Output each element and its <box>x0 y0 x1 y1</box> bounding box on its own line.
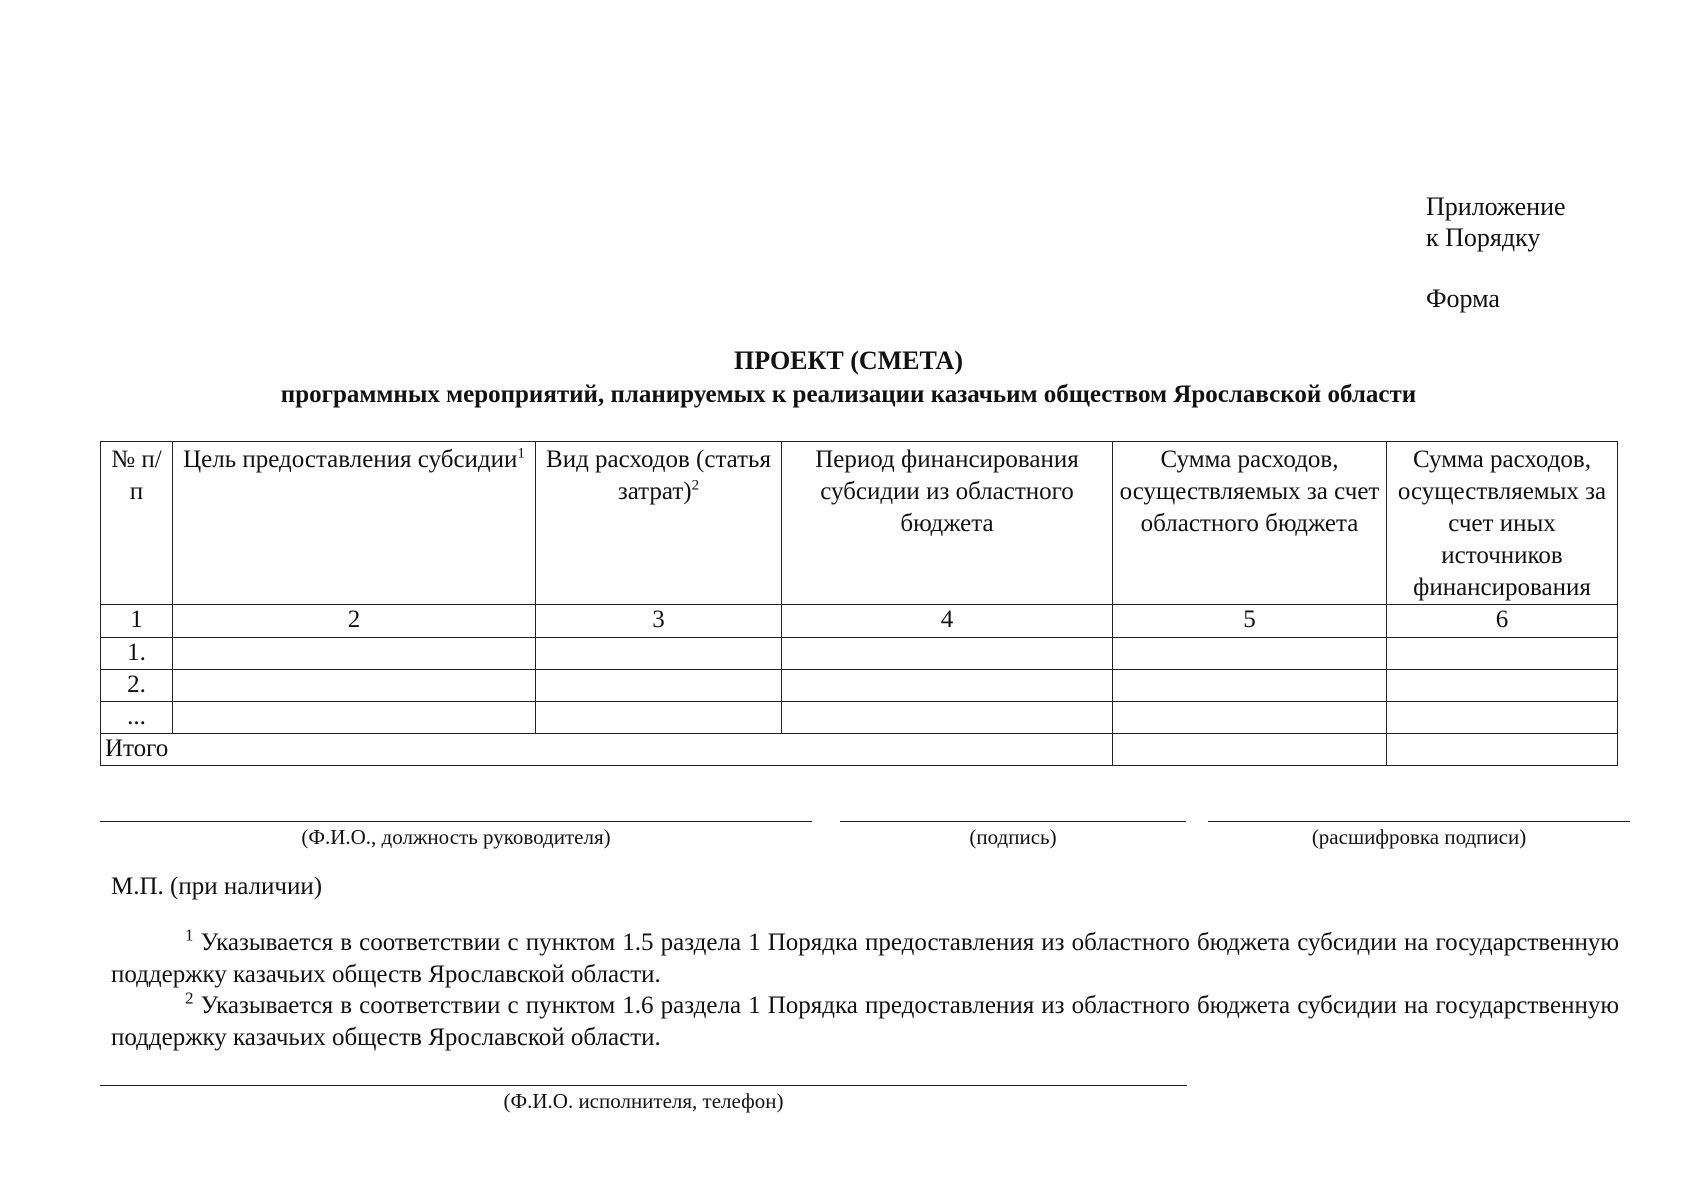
decode-signature-line <box>1208 821 1630 822</box>
header-col-regional-budget: Сумма расходов, осуществляемых за счет областного бюджета <box>1113 442 1387 605</box>
column-number: 5 <box>1113 605 1387 638</box>
table-row <box>101 702 1618 734</box>
executor-caption: (Ф.И.О. исполнителя, телефон) <box>503 1089 784 1113</box>
row-number: 1. <box>101 638 173 670</box>
header-col-number: № п/п <box>101 442 173 605</box>
annex-note <box>1426 191 1566 253</box>
total-regional-budget <box>1113 734 1387 766</box>
header-col-expense-type: Вид расходов (статья затрат)$^2$ <box>536 442 782 605</box>
document-subtitle: программных мероприятий, планируемых к реализации казачьим обществом Ярославской области <box>280 381 1417 408</box>
table-row <box>101 670 1618 702</box>
form-label: Форма <box>1426 284 1500 313</box>
stamp-note: М.П. (при наличии) <box>111 873 323 900</box>
table-cell <box>173 670 536 702</box>
table-cell <box>1113 702 1387 734</box>
table-cell <box>782 670 1113 702</box>
column-number: 6 <box>1387 605 1618 638</box>
table-cell <box>536 702 782 734</box>
column-numbers-row <box>101 605 1618 638</box>
decode-caption: (расшифровка подписи) <box>1311 825 1527 849</box>
column-number: 4 <box>782 605 1113 638</box>
header-col-period: Период финансирования субсидии из областного бюджета <box>782 442 1113 605</box>
footnote-text: Указывается в соответствии с пунктом 1.6 раздела 1 Порядка предоставления из областного бюджета субсидии на государственную поддержку казачьих обществ Ярославской области. <box>111 992 1619 1051</box>
signature-line <box>840 821 1186 822</box>
estimate-table <box>100 441 1618 766</box>
table-cell <box>1113 638 1387 670</box>
footnote-ref-2: 2 <box>691 477 700 494</box>
executor-line <box>100 1085 1187 1086</box>
table-cell <box>173 702 536 734</box>
header-col-other-sources: Сумма расходов, осуществляемых за счет иных источников финансирования <box>1387 442 1618 605</box>
row-number: 2. <box>101 670 173 702</box>
head-caption: (Ф.И.О., должность руководителя) <box>301 825 611 849</box>
row-number: ... <box>101 702 173 734</box>
total-label: Итого <box>101 734 1113 766</box>
annex-line-1: Приложение <box>1426 192 1566 221</box>
footnote-mark: 2 <box>185 988 194 1008</box>
footnote-2 <box>111 990 1619 1054</box>
table-cell <box>1387 638 1618 670</box>
total-other-sources <box>1387 734 1618 766</box>
footnote-1 <box>111 927 1619 991</box>
annex-line-2: к Порядку <box>1426 223 1541 252</box>
table-cell <box>536 638 782 670</box>
document-title: ПРОЕКТ (СМЕТА) <box>733 346 963 375</box>
table-cell <box>1113 670 1387 702</box>
footnote-text: Указывается в соответствии с пунктом 1.5 раздела 1 Порядка предоставления из областного бюджета субсидии на государственную поддержку казачьих обществ Ярославской области. <box>111 929 1619 988</box>
footnote-mark: 1 <box>185 925 194 945</box>
column-number: 2 <box>173 605 536 638</box>
header-col-purpose: Цель предоставления субсидии$^1$ <box>173 442 536 605</box>
footnote-ref-1: 1 <box>517 445 525 462</box>
table-row <box>101 638 1618 670</box>
head-signature-line <box>100 821 812 822</box>
table-cell <box>782 702 1113 734</box>
column-number: 3 <box>536 605 782 638</box>
table-header-row <box>101 442 1618 605</box>
total-row <box>101 734 1618 766</box>
column-number: 1 <box>101 605 173 638</box>
table-cell <box>173 638 536 670</box>
table-cell <box>1387 670 1618 702</box>
table-cell <box>782 638 1113 670</box>
table-cell <box>1387 702 1618 734</box>
signature-caption: (подпись) <box>969 825 1057 849</box>
table-cell <box>536 670 782 702</box>
